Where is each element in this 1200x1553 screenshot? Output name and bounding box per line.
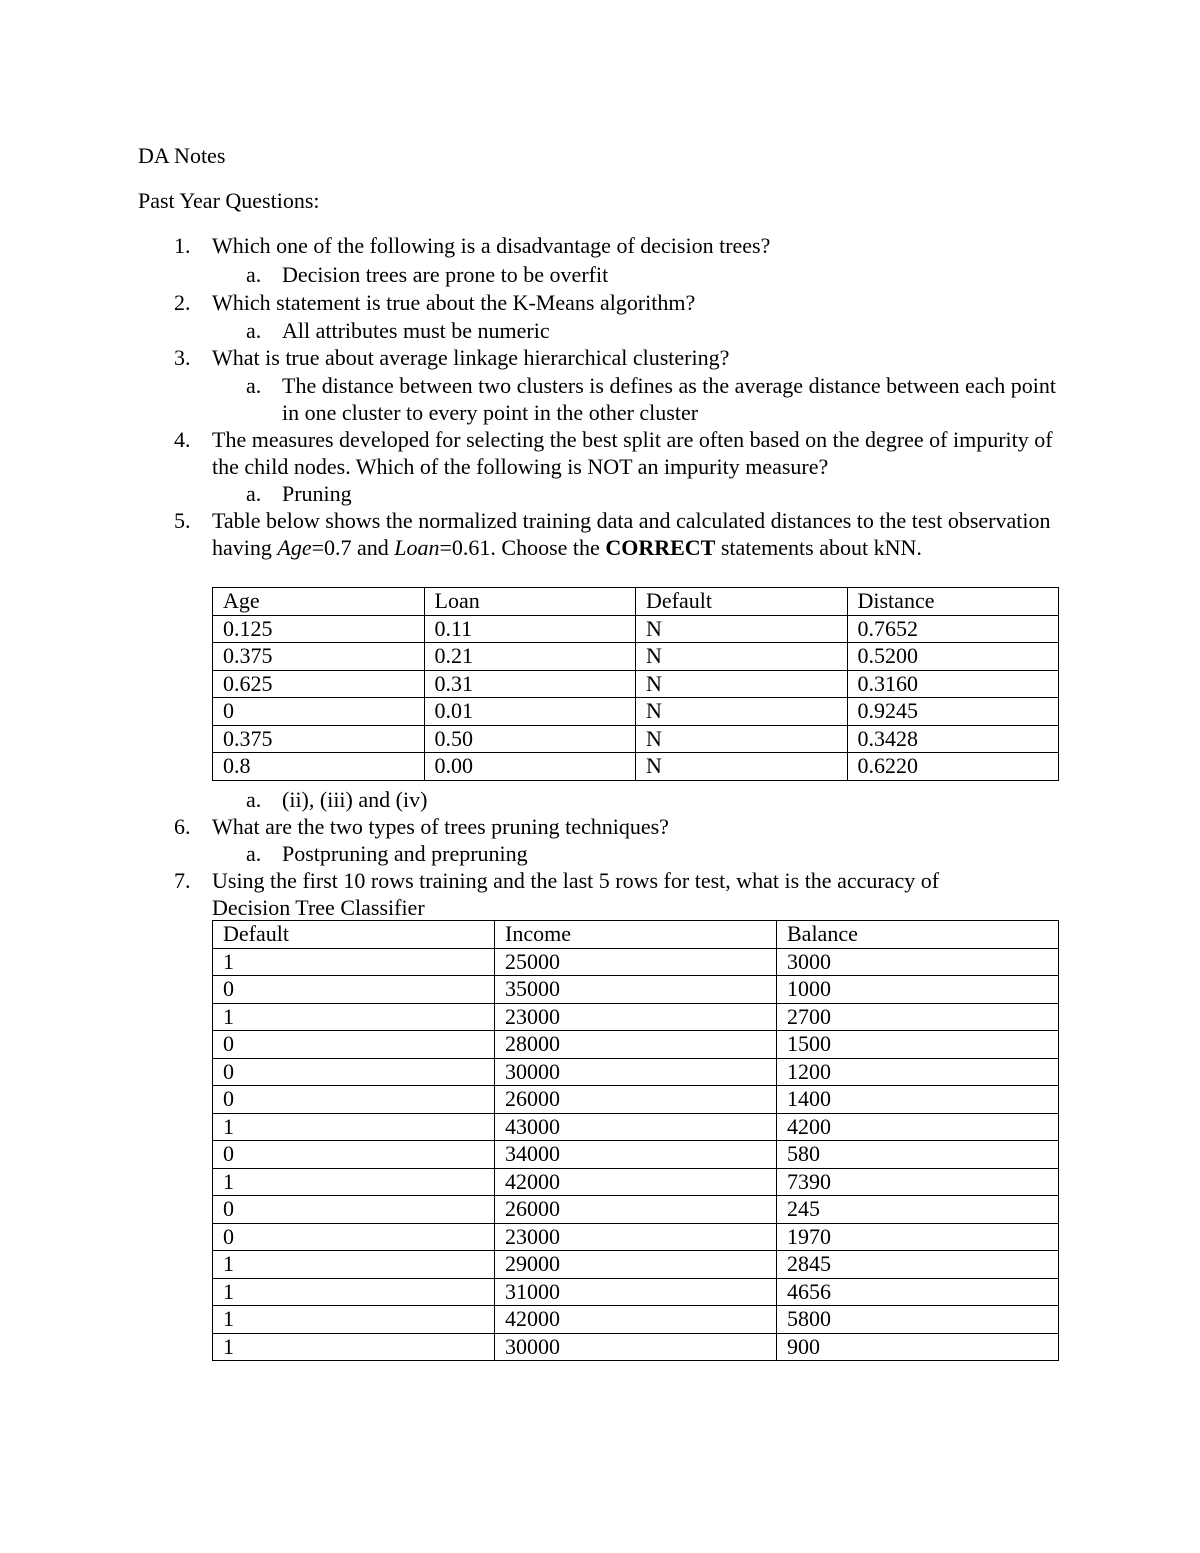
answer-4 <box>246 480 1072 507</box>
answer-letter: a. <box>246 262 262 287</box>
answer-3 <box>246 372 1072 426</box>
table-cell: 0 <box>213 1086 495 1114</box>
table-cell: 30000 <box>495 1333 777 1361</box>
answer-1 <box>246 261 1072 288</box>
question-text: What are the two types of trees pruning techniques? <box>212 814 669 839</box>
table-cell: 25000 <box>495 948 777 976</box>
section-title: Past Year Questions: <box>138 188 320 213</box>
table-row <box>213 1168 1059 1196</box>
table-cell: N <box>636 670 848 698</box>
table-cell: N <box>636 615 848 643</box>
table-cell: 23000 <box>495 1003 777 1031</box>
table-row <box>213 615 1059 643</box>
table-cell: 1 <box>213 1306 495 1334</box>
answer-2 <box>246 317 1072 344</box>
question-2 <box>174 289 1072 316</box>
table-cell: 7390 <box>777 1168 1059 1196</box>
table-cell: 0.00 <box>424 753 636 781</box>
table-cell: 0.01 <box>424 698 636 726</box>
table-cell: N <box>636 725 848 753</box>
table-header-row <box>213 921 1059 949</box>
question-number: 5. <box>174 508 191 533</box>
table-cell: 0.31 <box>424 670 636 698</box>
answer-text: The distance between two clusters is defines as the average distance between each point in one cluster to every point in the other cluster <box>282 373 1056 425</box>
table-cell: 0.9245 <box>847 698 1059 726</box>
table-cell: N <box>636 698 848 726</box>
table-cell: 0 <box>213 1141 495 1169</box>
question-6 <box>174 813 1072 840</box>
table-cell: 0.3428 <box>847 725 1059 753</box>
header-cell: Distance <box>847 588 1059 616</box>
table-cell: 1 <box>213 1278 495 1306</box>
question-number: 2. <box>174 290 191 315</box>
table-row <box>213 1031 1059 1059</box>
header-cell: Loan <box>424 588 636 616</box>
decision-tree-table <box>212 920 1059 1361</box>
question-number: 7. <box>174 868 191 893</box>
table-cell: 245 <box>777 1196 1059 1224</box>
answer-letter: a. <box>246 373 262 398</box>
table-row <box>213 976 1059 1004</box>
table-cell: 1 <box>213 948 495 976</box>
table-cell: 580 <box>777 1141 1059 1169</box>
table-cell: 35000 <box>495 976 777 1004</box>
table-cell: 2845 <box>777 1251 1059 1279</box>
table-cell: 0.7652 <box>847 615 1059 643</box>
table-cell: 0 <box>213 976 495 1004</box>
question-number: 6. <box>174 814 191 839</box>
table-cell: 4656 <box>777 1278 1059 1306</box>
table-row <box>213 1251 1059 1279</box>
table-cell: 0 <box>213 1223 495 1251</box>
table-cell: 0 <box>213 698 425 726</box>
table-cell: 1 <box>213 1113 495 1141</box>
table-cell: 0 <box>213 1196 495 1224</box>
emphasis-correct: CORRECT <box>605 535 716 560</box>
table-row <box>213 725 1059 753</box>
table-cell: N <box>636 753 848 781</box>
table-cell: 0 <box>213 1031 495 1059</box>
table-cell: 23000 <box>495 1223 777 1251</box>
table-cell: 1 <box>213 1003 495 1031</box>
question-number: 1. <box>174 233 191 258</box>
question-text: Which statement is true about the K-Means algorithm? <box>212 290 696 315</box>
table-cell: 0.11 <box>424 615 636 643</box>
table-header-row <box>213 588 1059 616</box>
answer-6 <box>246 840 1072 867</box>
table-cell: 29000 <box>495 1251 777 1279</box>
question-text-part2: statements about kNN. <box>715 535 922 560</box>
age-value: =0.7 and <box>311 535 395 560</box>
table-row <box>213 1141 1059 1169</box>
table-cell: 0.375 <box>213 725 425 753</box>
header-cell: Balance <box>777 921 1059 949</box>
table-cell: 0.125 <box>213 615 425 643</box>
table-cell: 0.50 <box>424 725 636 753</box>
answer-letter: a. <box>246 787 262 812</box>
table-row <box>213 753 1059 781</box>
table-row <box>213 698 1059 726</box>
table-cell: 1 <box>213 1168 495 1196</box>
table-cell: 3000 <box>777 948 1059 976</box>
table-row <box>213 1333 1059 1361</box>
table-cell: 1400 <box>777 1086 1059 1114</box>
answer-letter: a. <box>246 481 262 506</box>
table-cell: 0.375 <box>213 643 425 671</box>
question-text: Using the first 10 rows training and the last 5 rows for test, what is the accuracy of Decision Tree Classifier <box>212 868 940 920</box>
question-5 <box>174 507 1072 561</box>
header-cell: Default <box>213 921 495 949</box>
variable-age: Age <box>277 535 312 560</box>
table-row <box>213 1058 1059 1086</box>
table-cell: 1 <box>213 1333 495 1361</box>
table-cell: 42000 <box>495 1306 777 1334</box>
table-cell: 4200 <box>777 1113 1059 1141</box>
header-cell: Default <box>636 588 848 616</box>
table-cell: N <box>636 643 848 671</box>
table-row <box>213 1086 1059 1114</box>
table-row <box>213 948 1059 976</box>
table-cell: 30000 <box>495 1058 777 1086</box>
variable-loan: Loan <box>394 535 440 560</box>
table-cell: 0.625 <box>213 670 425 698</box>
answer-text: Postpruning and prepruning <box>282 841 528 866</box>
table-row <box>213 1196 1059 1224</box>
question-4 <box>174 426 1072 480</box>
table-row <box>213 1223 1059 1251</box>
table-cell: 0.5200 <box>847 643 1059 671</box>
question-1 <box>174 232 1072 259</box>
table-cell: 1000 <box>777 976 1059 1004</box>
question-text: The measures developed for selecting the best split are often based on the degree of impurity of the child nodes. Which of the following is NOT an impurity measure? <box>212 427 1053 479</box>
question-text: Which one of the following is a disadvantage of decision trees? <box>212 233 771 258</box>
answer-text: Pruning <box>282 481 352 506</box>
header-cell: Income <box>495 921 777 949</box>
table-cell: 1200 <box>777 1058 1059 1086</box>
table-row <box>213 1278 1059 1306</box>
table-row <box>213 670 1059 698</box>
table-cell: 0.3160 <box>847 670 1059 698</box>
table-cell: 1970 <box>777 1223 1059 1251</box>
table-row <box>213 1306 1059 1334</box>
table-row <box>213 1113 1059 1141</box>
table-cell: 0 <box>213 1058 495 1086</box>
loan-value: =0.61. Choose the <box>439 535 606 560</box>
table-cell: 31000 <box>495 1278 777 1306</box>
document-title: DA Notes <box>138 143 226 168</box>
table-cell: 28000 <box>495 1031 777 1059</box>
table-cell: 26000 <box>495 1196 777 1224</box>
question-7 <box>174 867 1012 921</box>
table-cell: 34000 <box>495 1141 777 1169</box>
table-cell: 900 <box>777 1333 1059 1361</box>
table-cell: 1500 <box>777 1031 1059 1059</box>
answer-text: (ii), (iii) and (iv) <box>282 787 428 812</box>
answer-text: Decision trees are prone to be overfit <box>282 262 609 287</box>
question-text-part1: Table below shows the normalized training data and calculated distances to the test observation having <box>212 508 1051 560</box>
question-3 <box>174 344 1072 371</box>
table-cell: 26000 <box>495 1086 777 1114</box>
answer-5 <box>246 786 1072 813</box>
header-cell: Age <box>213 588 425 616</box>
answer-text: All attributes must be numeric <box>282 318 550 343</box>
table-cell: 1 <box>213 1251 495 1279</box>
knn-table <box>212 587 1059 781</box>
table-row <box>213 1003 1059 1031</box>
table-cell: 0.8 <box>213 753 425 781</box>
answer-letter: a. <box>246 318 262 343</box>
question-text: What is true about average linkage hierarchical clustering? <box>212 345 730 370</box>
table-cell: 2700 <box>777 1003 1059 1031</box>
table-cell: 0.21 <box>424 643 636 671</box>
table-row <box>213 643 1059 671</box>
answer-letter: a. <box>246 841 262 866</box>
question-number: 3. <box>174 345 191 370</box>
table-cell: 5800 <box>777 1306 1059 1334</box>
table-cell: 43000 <box>495 1113 777 1141</box>
question-number: 4. <box>174 427 191 452</box>
table-cell: 42000 <box>495 1168 777 1196</box>
table-cell: 0.6220 <box>847 753 1059 781</box>
